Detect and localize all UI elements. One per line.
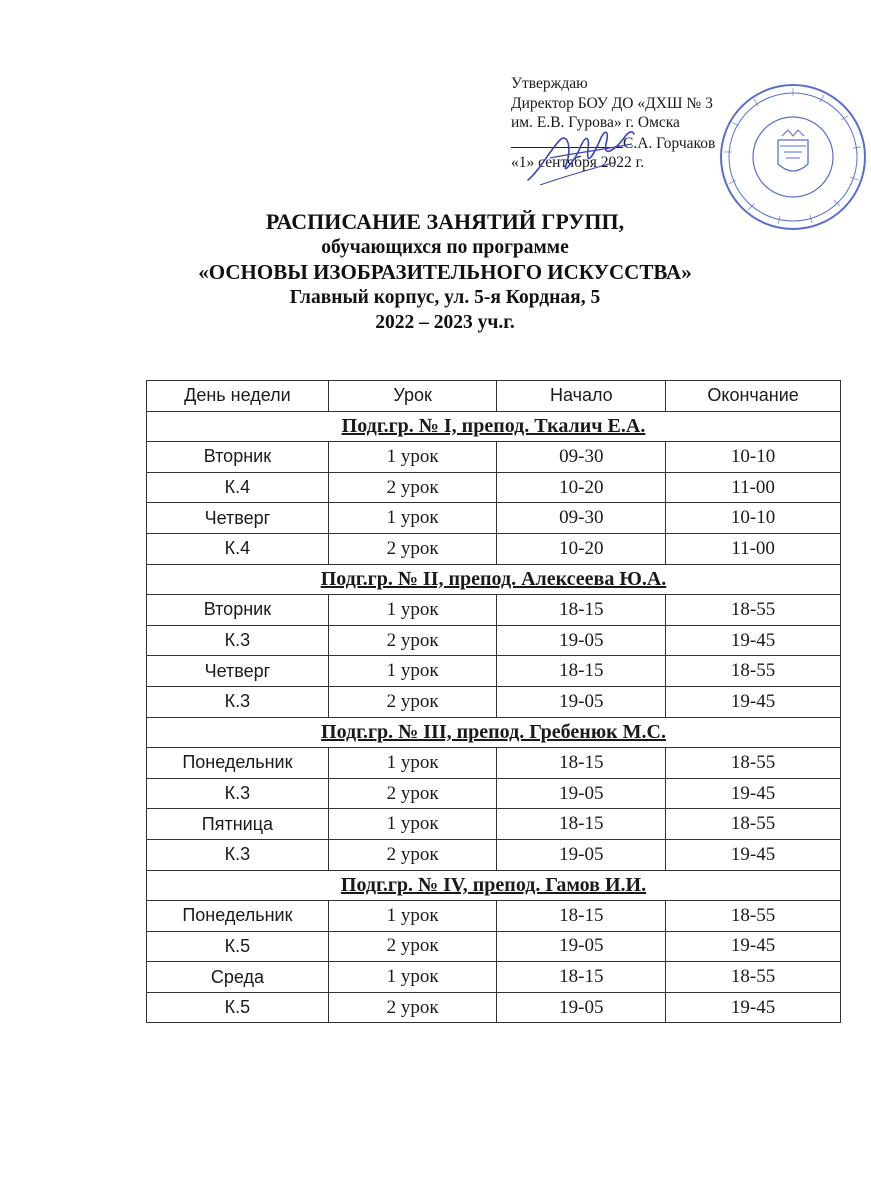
cell-end: 18-55: [666, 901, 841, 932]
table-row: [147, 778, 841, 809]
cell-lesson: 1 урок: [328, 656, 497, 687]
cell-day: Вторник: [147, 442, 329, 473]
cell-end: 18-55: [666, 748, 841, 779]
table-row: [147, 962, 841, 993]
schedule-table: [146, 380, 841, 1023]
approval-director-name: С.А. Горчаков: [623, 134, 716, 152]
title-line-1: РАСПИСАНИЕ ЗАНЯТИЙ ГРУПП,: [265, 209, 625, 234]
cell-end: 11-00: [666, 533, 841, 564]
group-title: Подг.гр. № II, препод. Алексеева Ю.А.: [147, 564, 841, 595]
cell-day: Понедельник: [147, 901, 329, 932]
cell-lesson: 1 урок: [328, 809, 497, 840]
table-row: [147, 503, 841, 534]
cell-lesson: 2 урок: [328, 778, 497, 809]
cell-lesson: 2 урок: [328, 472, 497, 503]
table-row: [147, 625, 841, 656]
header-day: День недели: [147, 381, 329, 412]
handwritten-signature: [520, 110, 640, 195]
cell-lesson: 2 урок: [328, 625, 497, 656]
cell-end: 18-55: [666, 656, 841, 687]
cell-start: 19-05: [497, 839, 666, 870]
title-line-2: обучающихся по программе: [321, 237, 569, 258]
table-row: [147, 686, 841, 717]
table-row: [147, 533, 841, 564]
cell-day: Понедельник: [147, 748, 329, 779]
cell-day: К.4: [147, 472, 329, 503]
cell-end: 19-45: [666, 931, 841, 962]
cell-day: К.3: [147, 686, 329, 717]
header-lesson: Урок: [328, 381, 497, 412]
cell-end: 18-55: [666, 962, 841, 993]
approval-heading: Утверждаю: [511, 75, 588, 92]
header-end: Окончание: [666, 381, 841, 412]
cell-day: Среда: [147, 962, 329, 993]
cell-lesson: 1 урок: [328, 748, 497, 779]
approval-position: Директор БОУ ДО «ДХШ № 3: [511, 94, 713, 112]
document-title: [100, 208, 790, 335]
cell-day: К.3: [147, 839, 329, 870]
cell-start: 19-05: [497, 778, 666, 809]
cell-end: 18-55: [666, 809, 841, 840]
table-row: [147, 595, 841, 626]
cell-lesson: 2 урок: [328, 839, 497, 870]
cell-lesson: 2 урок: [328, 533, 497, 564]
group-title: Подг.гр. № IV, препод. Гамов И.И.: [147, 870, 841, 901]
cell-start: 10-20: [497, 472, 666, 503]
cell-lesson: 2 урок: [328, 686, 497, 717]
table-row: [147, 931, 841, 962]
cell-day: К.5: [147, 931, 329, 962]
group-title: Подг.гр. № III, препод. Гребенюк М.С.: [147, 717, 841, 748]
approval-organization: им. Е.В. Гурова» г. Омска: [511, 114, 680, 131]
cell-lesson: 2 урок: [328, 992, 497, 1023]
cell-lesson: 2 урок: [328, 931, 497, 962]
cell-lesson: 1 урок: [328, 901, 497, 932]
cell-end: 19-45: [666, 686, 841, 717]
cell-lesson: 1 урок: [328, 962, 497, 993]
cell-end: 10-10: [666, 503, 841, 534]
table-row: [147, 472, 841, 503]
cell-day: Четверг: [147, 503, 329, 534]
cell-lesson: 1 урок: [328, 442, 497, 473]
group-header-row: [147, 411, 841, 442]
table-row: [147, 901, 841, 932]
table-row: [147, 748, 841, 779]
cell-day: К.4: [147, 533, 329, 564]
cell-lesson: 1 урок: [328, 595, 497, 626]
cell-start: 09-30: [497, 503, 666, 534]
cell-lesson: 1 урок: [328, 503, 497, 534]
cell-day: Вторник: [147, 595, 329, 626]
schedule-body: [147, 411, 841, 1023]
cell-start: 18-15: [497, 656, 666, 687]
title-program: «ОСНОВЫ ИЗОБРАЗИТЕЛЬНОГО ИСКУССТВА»: [198, 260, 692, 284]
cell-day: К.3: [147, 778, 329, 809]
group-header-row: [147, 564, 841, 595]
group-header-row: [147, 870, 841, 901]
cell-end: 18-55: [666, 595, 841, 626]
cell-end: 19-45: [666, 992, 841, 1023]
table-row: [147, 442, 841, 473]
cell-start: 18-15: [497, 748, 666, 779]
cell-start: 19-05: [497, 931, 666, 962]
cell-start: 18-15: [497, 901, 666, 932]
cell-end: 10-10: [666, 442, 841, 473]
approval-date: «1» сентября 2022 г.: [511, 154, 645, 171]
cell-start: 19-05: [497, 992, 666, 1023]
table-row: [147, 656, 841, 687]
cell-start: 18-15: [497, 809, 666, 840]
cell-start: 09-30: [497, 442, 666, 473]
header-start: Начало: [497, 381, 666, 412]
cell-day: Пятница: [147, 809, 329, 840]
cell-day: Четверг: [147, 656, 329, 687]
cell-start: 10-20: [497, 533, 666, 564]
table-row: [147, 992, 841, 1023]
table-row: [147, 809, 841, 840]
title-location: Главный корпус, ул. 5-я Кордная, 5: [289, 287, 601, 308]
cell-start: 19-05: [497, 625, 666, 656]
group-title: Подг.гр. № I, препод. Ткалич Е.А.: [147, 411, 841, 442]
table-row: [147, 839, 841, 870]
cell-start: 18-15: [497, 962, 666, 993]
cell-start: 19-05: [497, 686, 666, 717]
group-header-row: [147, 717, 841, 748]
cell-end: 19-45: [666, 839, 841, 870]
cell-day: К.3: [147, 625, 329, 656]
cell-start: 18-15: [497, 595, 666, 626]
cell-end: 19-45: [666, 778, 841, 809]
table-header-row: [147, 381, 841, 412]
cell-end: 11-00: [666, 472, 841, 503]
cell-end: 19-45: [666, 625, 841, 656]
title-academic-year: 2022 – 2023 уч.г.: [375, 312, 515, 333]
cell-day: К.5: [147, 992, 329, 1023]
